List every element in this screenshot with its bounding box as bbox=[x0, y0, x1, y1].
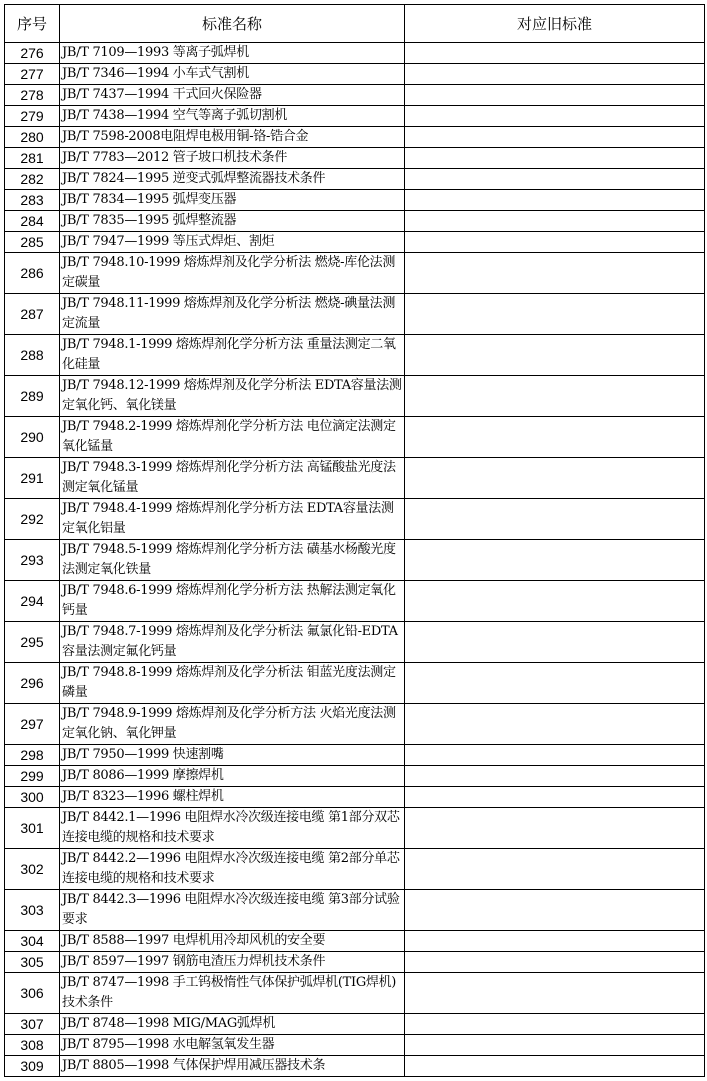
row-old bbox=[405, 849, 705, 890]
row-name: JB/T 7947—1999 等压式焊炬、割炬 bbox=[60, 232, 405, 253]
table-row bbox=[5, 890, 705, 931]
row-no: 307 bbox=[5, 1014, 60, 1035]
table-row bbox=[5, 294, 705, 335]
header-name: 标准名称 bbox=[60, 5, 405, 43]
table-row bbox=[5, 148, 705, 169]
table-row bbox=[5, 335, 705, 376]
row-name: JB/T 7834—1995 弧焊变压器 bbox=[60, 190, 405, 211]
row-no: 293 bbox=[5, 540, 60, 581]
table-row bbox=[5, 1014, 705, 1035]
header-row bbox=[5, 5, 705, 43]
row-name: JB/T 8748—1998 MIG/MAG弧焊机 bbox=[60, 1014, 405, 1035]
row-no: 305 bbox=[5, 952, 60, 973]
table-row bbox=[5, 43, 705, 64]
row-name: JB/T 8323—1996 螺柱焊机 bbox=[60, 787, 405, 808]
row-name: JB/T 7948.11-1999 熔炼焊剂及化学分析法 燃烧-碘量法测定流量 bbox=[60, 294, 405, 335]
row-name: JB/T 7783—2012 管子坡口机技术条件 bbox=[60, 148, 405, 169]
row-no: 294 bbox=[5, 581, 60, 622]
header-old: 对应旧标准 bbox=[405, 5, 705, 43]
row-old bbox=[405, 931, 705, 952]
row-no: 304 bbox=[5, 931, 60, 952]
row-no: 282 bbox=[5, 169, 60, 190]
table-row bbox=[5, 1035, 705, 1056]
row-name: JB/T 7948.3-1999 熔炼焊剂化学分析方法 高锰酸盐光度法测定氧化锰量 bbox=[60, 458, 405, 499]
table-body bbox=[5, 43, 705, 1077]
row-old bbox=[405, 376, 705, 417]
row-name: JB/T 8747—1998 手工钨极惰性气体保护弧焊机(TIG焊机)技术条件 bbox=[60, 973, 405, 1014]
table-row bbox=[5, 190, 705, 211]
row-name: JB/T 7948.4-1999 熔炼焊剂化学分析方法 EDTA容量法测定氧化铝量 bbox=[60, 499, 405, 540]
row-old bbox=[405, 1014, 705, 1035]
table-row bbox=[5, 253, 705, 294]
table-row bbox=[5, 622, 705, 663]
table-row bbox=[5, 458, 705, 499]
table-row bbox=[5, 106, 705, 127]
row-no: 301 bbox=[5, 808, 60, 849]
row-old bbox=[405, 190, 705, 211]
row-name: JB/T 8588—1997 电焊机用冷却风机的安全要 bbox=[60, 931, 405, 952]
row-name: JB/T 7824—1995 逆变式弧焊整流器技术条件 bbox=[60, 169, 405, 190]
row-old bbox=[405, 169, 705, 190]
row-name: JB/T 7950—1999 快速割嘴 bbox=[60, 745, 405, 766]
table-row bbox=[5, 417, 705, 458]
row-name: JB/T 7948.8-1999 熔炼焊剂及化学分析法 钼蓝光度法测定磷量 bbox=[60, 663, 405, 704]
table-row bbox=[5, 849, 705, 890]
row-no: 298 bbox=[5, 745, 60, 766]
row-name: JB/T 8442.3—1996 电阻焊水冷次级连接电缆 第3部分试验要求 bbox=[60, 890, 405, 931]
table-row bbox=[5, 931, 705, 952]
row-no: 283 bbox=[5, 190, 60, 211]
row-no: 285 bbox=[5, 232, 60, 253]
row-old bbox=[405, 232, 705, 253]
table-row bbox=[5, 376, 705, 417]
row-name: JB/T 7948.7-1999 熔炼焊剂及化学分析法 氟氯化铅-EDTA容量法测定氟化钙量 bbox=[60, 622, 405, 663]
row-old bbox=[405, 808, 705, 849]
row-no: 287 bbox=[5, 294, 60, 335]
table-row bbox=[5, 581, 705, 622]
row-old bbox=[405, 417, 705, 458]
row-old bbox=[405, 540, 705, 581]
row-no: 281 bbox=[5, 148, 60, 169]
row-no: 299 bbox=[5, 766, 60, 787]
row-no: 302 bbox=[5, 849, 60, 890]
row-old bbox=[405, 43, 705, 64]
row-name: JB/T 8442.2—1996 电阻焊水冷次级连接电缆 第2部分单芯连接电缆的规格和技术要求 bbox=[60, 849, 405, 890]
row-old bbox=[405, 622, 705, 663]
row-name: JB/T 7948.10-1999 熔炼焊剂及化学分析法 燃烧-库伦法测定碳量 bbox=[60, 253, 405, 294]
row-old bbox=[405, 581, 705, 622]
row-old bbox=[405, 890, 705, 931]
row-no: 291 bbox=[5, 458, 60, 499]
row-no: 290 bbox=[5, 417, 60, 458]
row-old bbox=[405, 1035, 705, 1056]
row-old bbox=[405, 64, 705, 85]
table-row bbox=[5, 64, 705, 85]
row-old bbox=[405, 211, 705, 232]
table-row bbox=[5, 973, 705, 1014]
table-row bbox=[5, 85, 705, 106]
row-no: 289 bbox=[5, 376, 60, 417]
row-name: JB/T 7598-2008电阻焊电极用铜-铬-锆合金 bbox=[60, 127, 405, 148]
standards-table bbox=[4, 4, 705, 1077]
row-name: JB/T 8442.1—1996 电阻焊水冷次级连接电缆 第1部分双芯连接电缆的规格和技术要求 bbox=[60, 808, 405, 849]
table-row bbox=[5, 232, 705, 253]
row-no: 276 bbox=[5, 43, 60, 64]
table-row bbox=[5, 1056, 705, 1077]
row-old bbox=[405, 148, 705, 169]
header-no: 序号 bbox=[5, 5, 60, 43]
table-row bbox=[5, 169, 705, 190]
row-name: JB/T 8597—1997 钢筋电渣压力焊机技术条件 bbox=[60, 952, 405, 973]
row-old bbox=[405, 766, 705, 787]
table-row bbox=[5, 787, 705, 808]
row-old bbox=[405, 127, 705, 148]
row-name: JB/T 7948.1-1999 熔炼焊剂化学分析方法 重量法测定二氧化硅量 bbox=[60, 335, 405, 376]
row-old bbox=[405, 745, 705, 766]
row-no: 303 bbox=[5, 890, 60, 931]
row-no: 280 bbox=[5, 127, 60, 148]
row-old bbox=[405, 335, 705, 376]
row-name: JB/T 7948.6-1999 熔炼焊剂化学分析方法 热解法测定氧化钙量 bbox=[60, 581, 405, 622]
row-old bbox=[405, 106, 705, 127]
row-name: JB/T 7109—1993 等离子弧焊机 bbox=[60, 43, 405, 64]
row-old bbox=[405, 663, 705, 704]
row-no: 284 bbox=[5, 211, 60, 232]
table-row bbox=[5, 952, 705, 973]
row-no: 286 bbox=[5, 253, 60, 294]
row-name: JB/T 7438—1994 空气等离子弧切割机 bbox=[60, 106, 405, 127]
row-no: 277 bbox=[5, 64, 60, 85]
table-row bbox=[5, 704, 705, 745]
row-no: 288 bbox=[5, 335, 60, 376]
row-no: 295 bbox=[5, 622, 60, 663]
row-no: 300 bbox=[5, 787, 60, 808]
row-old bbox=[405, 952, 705, 973]
row-no: 309 bbox=[5, 1056, 60, 1077]
row-name: JB/T 7948.2-1999 熔炼焊剂化学分析方法 电位滴定法测定氧化锰量 bbox=[60, 417, 405, 458]
table-row bbox=[5, 766, 705, 787]
row-old bbox=[405, 294, 705, 335]
row-old bbox=[405, 704, 705, 745]
row-old bbox=[405, 1056, 705, 1077]
row-name: JB/T 8805—1998 气体保护焊用减压器技术条 bbox=[60, 1056, 405, 1077]
row-name: JB/T 8795—1998 水电解氢氧发生器 bbox=[60, 1035, 405, 1056]
row-name: JB/T 8086—1999 摩擦焊机 bbox=[60, 766, 405, 787]
row-old bbox=[405, 458, 705, 499]
table-row bbox=[5, 499, 705, 540]
table-row bbox=[5, 663, 705, 704]
table-row bbox=[5, 127, 705, 148]
row-no: 297 bbox=[5, 704, 60, 745]
row-no: 292 bbox=[5, 499, 60, 540]
row-no: 306 bbox=[5, 973, 60, 1014]
row-old bbox=[405, 499, 705, 540]
row-no: 279 bbox=[5, 106, 60, 127]
table-row bbox=[5, 211, 705, 232]
row-old bbox=[405, 973, 705, 1014]
row-old bbox=[405, 85, 705, 106]
row-old bbox=[405, 253, 705, 294]
table-row bbox=[5, 808, 705, 849]
row-name: JB/T 7346—1994 小车式气割机 bbox=[60, 64, 405, 85]
row-name: JB/T 7948.12-1999 熔炼焊剂及化学分析法 EDTA容量法测定氧化钙、氧化镁量 bbox=[60, 376, 405, 417]
table-row bbox=[5, 540, 705, 581]
row-name: JB/T 7437—1994 干式回火保险器 bbox=[60, 85, 405, 106]
row-no: 296 bbox=[5, 663, 60, 704]
row-name: JB/T 7948.9-1999 熔炼焊剂及化学分析方法 火焰光度法测定氧化钠、氧化钾量 bbox=[60, 704, 405, 745]
table-row bbox=[5, 745, 705, 766]
row-no: 308 bbox=[5, 1035, 60, 1056]
row-name: JB/T 7835—1995 弧焊整流器 bbox=[60, 211, 405, 232]
row-name: JB/T 7948.5-1999 熔炼焊剂化学分析方法 磺基水杨酸光度法测定氧化铁量 bbox=[60, 540, 405, 581]
row-no: 278 bbox=[5, 85, 60, 106]
row-old bbox=[405, 787, 705, 808]
